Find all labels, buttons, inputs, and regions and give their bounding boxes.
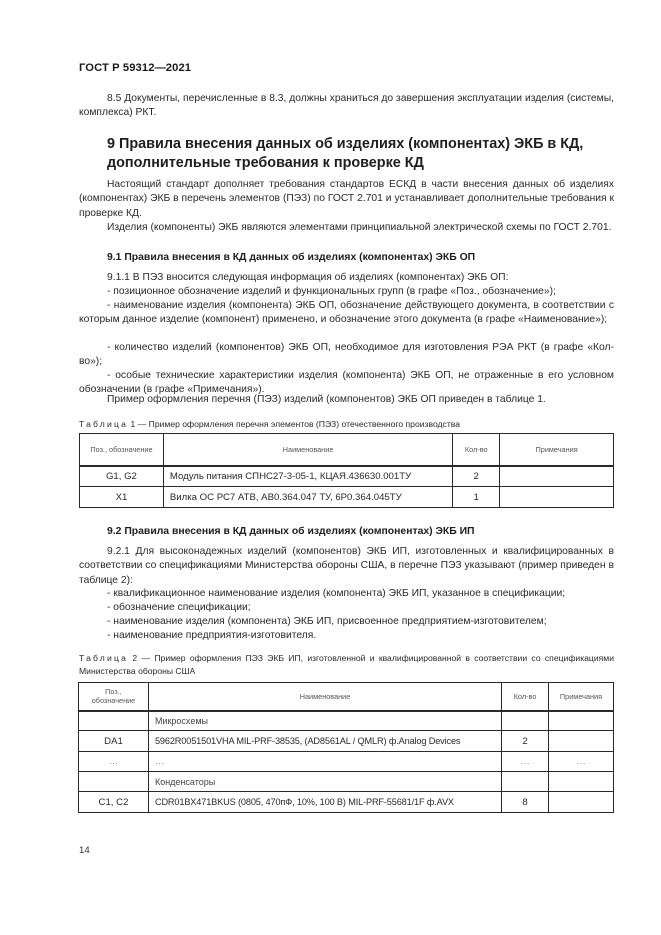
cell-name: 5962R0051501VHA MIL-PRF-38535, (AD8561AL / QMLR) ф.Analog Devices xyxy=(148,731,501,752)
table-row xyxy=(80,466,614,487)
page-number: 14 xyxy=(79,845,90,856)
cell-pos: X1 xyxy=(80,487,164,508)
section-9-intro-2 xyxy=(79,221,614,235)
column-header-name: Наименование xyxy=(148,683,501,711)
cell-qty: 1 xyxy=(453,487,500,508)
list-item-9-1-1-b xyxy=(79,299,614,328)
cell-pos: DA1 xyxy=(79,731,149,752)
column-header-pos: Поз., обозначение xyxy=(79,683,149,711)
paragraph-9-2-1 xyxy=(79,545,614,588)
table-1 xyxy=(79,433,614,508)
column-header-pos: Поз., обозначение xyxy=(80,434,164,466)
list-item-9-2-1-a xyxy=(107,587,614,601)
cell-pos: G1, G2 xyxy=(80,466,164,487)
table-row-group-heading xyxy=(79,711,614,731)
cell-note xyxy=(549,772,614,792)
cell-pos xyxy=(79,711,149,731)
table-1-header-row xyxy=(80,434,614,466)
section-9-title xyxy=(107,135,607,172)
table-row xyxy=(80,487,614,508)
list-item-text: - количество изделий (компонентов) ЭКБ ОП, необходимое для изготовления РЭА РКТ (в графе «Кол-во»); xyxy=(79,342,614,368)
section-9-intro-1-text: Настоящий стандарт дополняет требования стандартов ЕСКД в части внесения данных об изделиях (компонентах) ЭКБ в перечень элементов (ПЭЗ) по ГОСТ 2.701 и устанавливает дополнительные требования к проверке КД. xyxy=(79,179,614,219)
cell-name: Вилка ОС РС7 АТВ, АВ0.364.047 ТУ, 6Р0.364.045ТУ xyxy=(163,487,452,508)
table-1-reference-text: Пример оформления перечня (ПЭЗ) изделий (компонентов) ЭКБ ОП приведен в таблице 1. xyxy=(107,394,546,405)
column-header-qty: Кол-во xyxy=(502,683,549,711)
cell-qty xyxy=(502,772,549,792)
section-9-title-line2: дополнительные требования к проверке КД xyxy=(107,154,424,171)
section-9-intro-1 xyxy=(79,178,614,221)
cell-note xyxy=(549,711,614,731)
section-9-2-title: 9.2 Правила внесения в КД данных об изделиях (компонентах) ЭКБ ИП xyxy=(107,526,475,537)
table-row xyxy=(79,731,614,752)
cell-name: … xyxy=(148,752,501,772)
cell-name: Микросхемы xyxy=(148,711,501,731)
table-2-caption-number: 2 xyxy=(132,653,138,663)
list-item-text: - обозначение спецификации; xyxy=(107,602,251,613)
table-1-caption-text: — Пример оформления перечня элементов (ПЭЗ) отечественного производства xyxy=(137,419,461,429)
list-item-9-1-1-a xyxy=(79,285,614,299)
list-item-text: - позиционное обозначение изделий и функциональных групп (в графе «Поз., обозначение»); xyxy=(107,286,556,297)
cell-note xyxy=(500,487,614,508)
column-header-qty: Кол-во xyxy=(453,434,500,466)
cell-name: Модуль питания СПНС27-3-05-1, КЦАЯ.436630.001ТУ xyxy=(163,466,452,487)
paragraph-9-2-1-text: 9.2.1 Для высоконадежных изделий (компонентов) ЭКБ ИП, изготовленных и квалифицированных в соответствии со спецификациями Министерства обороны США, в перечне ПЭЗ указывают (пример приведен в таблице 2): xyxy=(79,546,614,586)
list-item-9-1-1-c xyxy=(79,341,614,370)
table-2-caption-label: Таблица xyxy=(79,653,129,663)
list-item-text: - наименование изделия (компонента) ЭКБ ИП, присвоенное предприятием-изготовителем; xyxy=(107,616,547,627)
section-9-intro-2-text: Изделия (компоненты) ЭКБ являются элементами принципиальной электрической схемы по ГОСТ 2.701. xyxy=(107,222,612,233)
list-item-text: - квалификационное наименование изделия (компонента) ЭКБ ИП, указанное в спецификации; xyxy=(107,588,566,599)
cell-pos: … xyxy=(79,752,149,772)
cell-pos xyxy=(79,772,149,792)
table-2-header-row xyxy=(79,683,614,711)
document-header-id: ГОСТ Р 59312—2021 xyxy=(79,62,192,74)
table-2-caption-text: — Пример оформления ПЭЗ ЭКБ ИП, изготовленной и квалифицированной в соответствии со спецификациями Министерства обороны США xyxy=(79,653,615,676)
cell-note xyxy=(500,466,614,487)
paragraph-8-5 xyxy=(79,92,614,121)
column-header-name: Наименование xyxy=(163,434,452,466)
table-row xyxy=(79,792,614,813)
cell-pos: C1, C2 xyxy=(79,792,149,813)
paragraph-8-5-line2: (системы, комплекса) РКТ. xyxy=(79,93,614,119)
section-9-title-line1: 9 Правила внесения данных об изделиях (компонентах) ЭКБ в КД, xyxy=(107,136,584,152)
cell-name: CDR01BX471BKUS (0805, 470пФ, 10%, 100 В) MIL-PRF-55681/1F ф.AVX xyxy=(148,792,501,813)
paragraph-9-1-1 xyxy=(79,271,614,285)
list-item-text: - наименование предприятия-изготовителя. xyxy=(107,630,317,641)
cell-qty: 8 xyxy=(502,792,549,813)
table-2-caption xyxy=(79,652,614,677)
cell-qty xyxy=(502,711,549,731)
table-2 xyxy=(78,682,614,813)
paragraph-9-1-1-text: 9.1.1 В ПЭЗ вносится следующая информация об изделиях (компонентах) ЭКБ ОП: xyxy=(107,272,509,283)
table-row-group-heading xyxy=(79,772,614,792)
table-1-reference xyxy=(79,393,614,407)
list-item-text: - особые технические характеристики изделия (компонента) ЭКБ ОП, не отраженные в его условном обозначении (в графе «Примечания»). xyxy=(79,370,614,396)
list-item-9-2-1-c xyxy=(107,615,614,629)
table-1-caption-label: Таблица xyxy=(79,419,129,429)
column-header-notes: Примечания xyxy=(549,683,614,711)
paragraph-8-5-line1: 8.5 Документы, перечисленные в 8.3, должны храниться до завершения эксплуатации изделия xyxy=(107,93,564,104)
list-item-text: - наименование изделия (компонента) ЭКБ ОП, обозначение действующего документа, в соответствии с которым данное изделие (компонент) применено, и обозначение этого документа (в графе «Наименование»); xyxy=(79,300,614,326)
table-1-caption-number: 1 xyxy=(130,419,136,429)
cell-note xyxy=(549,731,614,752)
list-item-9-2-1-d xyxy=(107,629,614,643)
cell-note: … xyxy=(549,752,614,772)
cell-qty: 2 xyxy=(502,731,549,752)
table-row-ellipsis xyxy=(79,752,614,772)
list-item-9-2-1-b xyxy=(107,601,614,615)
cell-name: Конденсаторы xyxy=(148,772,501,792)
cell-qty: 2 xyxy=(453,466,500,487)
cell-qty: … xyxy=(502,752,549,772)
table-1-caption xyxy=(79,418,614,431)
column-header-notes: Примечания xyxy=(500,434,614,466)
cell-note xyxy=(549,792,614,813)
section-9-1-title: 9.1 Правила внесения в КД данных об изделиях (компонентах) ЭКБ ОП xyxy=(107,252,476,263)
